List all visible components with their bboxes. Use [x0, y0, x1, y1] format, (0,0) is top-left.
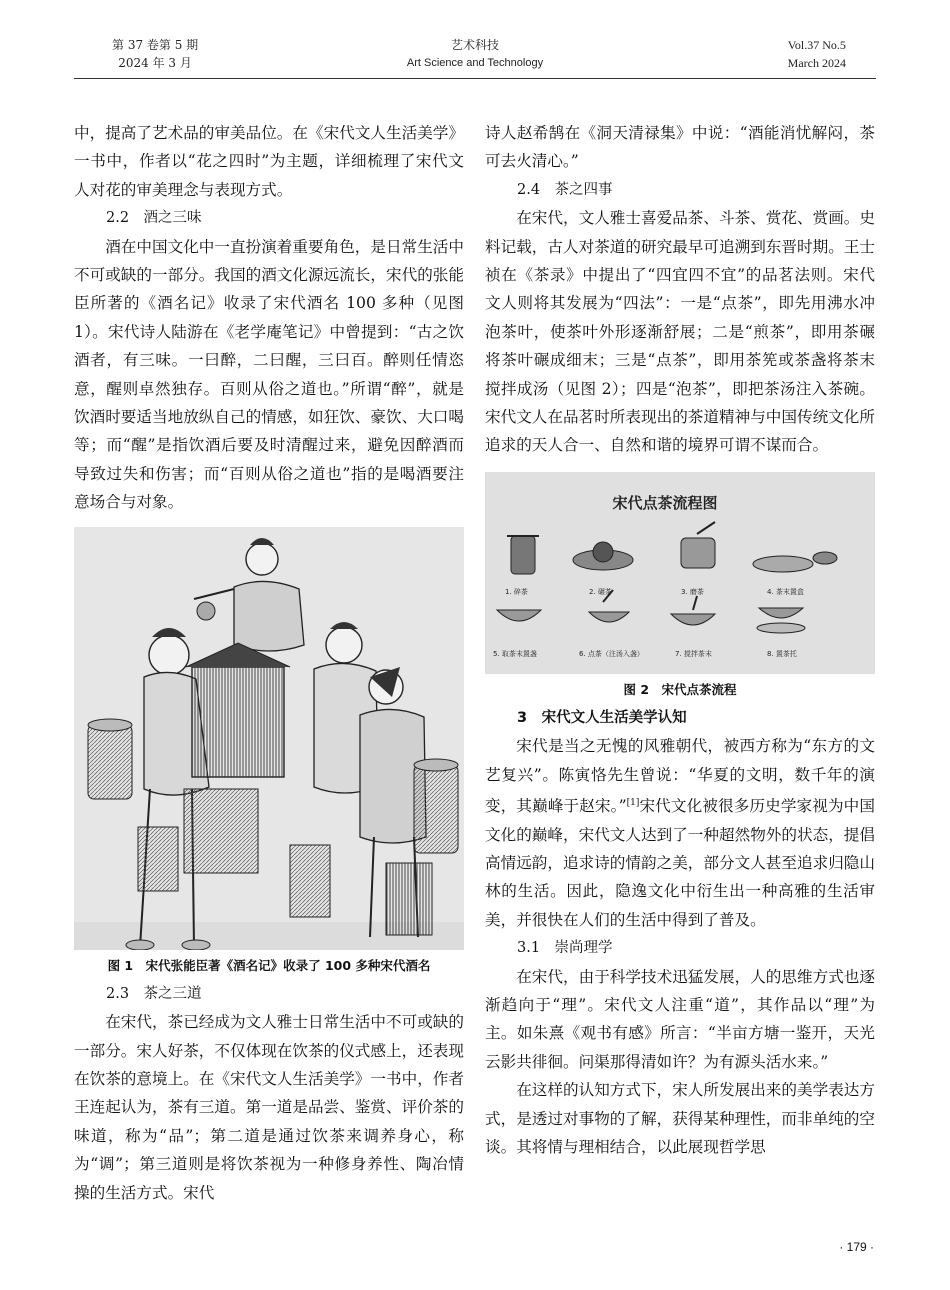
step-label: 4. 茶末置盒: [767, 587, 804, 596]
paragraph: 诗人赵希鹄在《洞天清禄集》中说：“酒能消忧解闷，茶可去火清心。”: [485, 124, 875, 171]
paragraph-text: 宋代是当之无愧的风雅朝代，被西方称为“东方的文艺复兴”。陈寅恪先生曾说：“华夏的文明，数千年的演变，其巅峰于赵宋。”: [485, 737, 875, 816]
paragraph: 中，提高了艺术品的审美品位。在《宋代文人生活美学》一书中，作者以“花之四时”为主题，详细梳理了宋代文人对花的审美理念与表现方式。: [74, 124, 464, 199]
figure-1-image: [74, 527, 464, 950]
wine-sellers-illustration: [74, 527, 464, 950]
section-heading-3: 3 宋代文人生活美学认知: [517, 709, 687, 726]
page-number: · 179 ·: [839, 1240, 874, 1254]
journal-title: [350, 36, 600, 72]
journal-volume-info-en: [788, 36, 846, 72]
tea-process-chart: [485, 472, 875, 674]
step-label: 5. 取茶末置盏: [493, 649, 537, 658]
step-label: 1. 碎茶: [505, 587, 528, 596]
step-label: 6. 点茶（注汤入盏）: [579, 649, 644, 658]
section-heading-2-4: 2.4 茶之四事: [517, 181, 613, 198]
section-heading-2-2: 2.2 酒之三味: [106, 210, 202, 227]
wine-barrel-left: [88, 719, 132, 799]
paragraph: 在宋代，文人雅士喜爱品茶、斗茶、赏花、赏画。史料记载，古人对茶道的研究最早可追溯到东晋时期。王士祯在《茶录》中提出了“四宜四不宜”的品茗法则。宋代文人则将其发展为“四法”：一是“点茶”，即先用沸水冲泡茶叶，使茶叶外形逐渐舒展；二是“煎茶”，即用茶碾将茶叶碾成细末；三是“点茶”，即用茶筅或茶盏将茶末搅拌成汤（见图 2）；四是“泡茶”，即把茶汤注入茶碗。宋代文人在品茗时所表现出的茶道精神与中国传统文化所追求的天人合一、自然和谐的境界可谓不谋而合。: [485, 209, 875, 455]
left-column: [74, 119, 464, 1207]
fig2-title: 宋代点茶流程图: [612, 493, 718, 512]
step-1-icon: [507, 536, 539, 574]
step-label: 3. 磨茶: [681, 587, 704, 596]
figure-2-caption: 图 2 宋代点茶流程: [623, 681, 737, 697]
figure-2-image: [485, 472, 875, 674]
section-heading-3-1: 3.1 崇尚理学: [517, 940, 613, 957]
step-label: 8. 置茶托: [767, 649, 797, 658]
paragraph-text: 宋代文化被很多历史学家视为中国文化的巅峰，宋代文人达到了一种超然物外的状态，提倡高情远韵，追求诗的情韵之美，部分文人甚至追求归隐山林的生活。因此，隐逸文化中衍生出一种高雅的生活审美，并很快在人们的生活中得到了普及。: [485, 797, 875, 929]
section-heading-2-3: 2.3 茶之三道: [106, 985, 202, 1002]
issue-date: 2024 年 3 月: [118, 56, 192, 70]
figure-1-caption: 图 1 宋代张能臣著《酒名记》收录了 100 多种宋代酒名: [107, 957, 431, 973]
journal-title-zh: 艺术科技: [450, 38, 499, 52]
paragraph: [485, 732, 875, 934]
paragraph: 在宋代，由于科学技术迅猛发展，人的思维方式也逐渐趋向于“理”。宋代文人注重“道”，其作品以“理”为主。如朱熹《观书有感》所言：“半亩方塘一鉴开，天光云影共徘徊。问渠那得清如许？为有源头活水来。”: [485, 967, 875, 1071]
header-rule: [74, 78, 876, 79]
volume-issue: 第 37 卷第 5 期: [112, 38, 199, 52]
right-column: [485, 119, 875, 1161]
issue-date-en: March 2024: [787, 56, 846, 70]
journal-volume-info: [112, 36, 198, 72]
paragraph: 酒在中国文化中一直扮演着重要角色，是日常生活中不可或缺的一部分。我国的酒文化源远流长，宋代的张能臣所著的《酒名记》收录了宋代酒名 100 多种（见图 1）。宋代诗人陆游在《老学庵笔记》中曾提到：“古之饮酒者，有三味。一曰醉，二曰醒，三曰百。醉则任情恣意，醒则卓然独存。百则从俗之道也。”所谓“醉”，就是饮酒时要适当地放纵自己的情感，如狂饮、豪饮、大口喝等；而“醒”是指饮酒后要及时清醒过来，避免因醉酒而导致过失和伤害；而“百则从俗之道也”指的是喝酒要注意场合与对象。: [74, 237, 464, 512]
journal-title-en: Art Science and Technology: [406, 57, 544, 69]
volume-issue-en: Vol.37 No.5: [787, 38, 846, 52]
step-label: 2. 碾茶: [589, 587, 612, 596]
citation-ref: [1]: [626, 798, 640, 809]
paragraph: 在宋代，茶已经成为文人雅士日常生活中不可或缺的一部分。宋人好茶，不仅体现在饮茶的仪式感上，还表现在饮茶的意境上。在《宋代文人生活美学》一书中，作者王连起认为，茶有三道。第一道是品尝、鉴赏、评价茶的味道，称为“品”；第二道是通过饮茶来调养身心，称为“调”；第三道则是将饮茶视为一种修身养性、陶冶情操的生活方式。宋代: [74, 1013, 464, 1202]
paragraph: 在这样的认知方式下，宋人所发展出来的美学表达方式，是透过对事物的了解，获得某种理性，而非单纯的空谈。其将情与理相结合，以此展现哲学思: [485, 1081, 875, 1156]
step-label: 7. 搅拌茶末: [675, 649, 712, 658]
